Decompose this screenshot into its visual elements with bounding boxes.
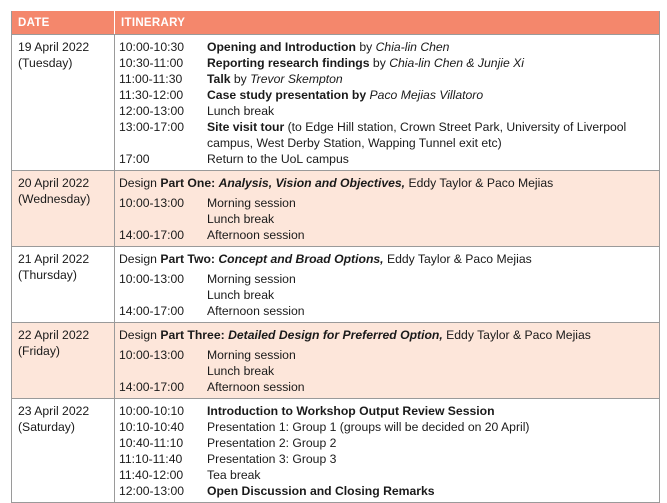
schedule-item xyxy=(119,419,659,435)
item-presenter: Chia-lin Chen & Junjie Xi xyxy=(389,56,524,70)
item-bold-text: Opening and Introduction xyxy=(207,40,356,54)
item-description xyxy=(207,483,659,499)
item-description xyxy=(207,435,659,451)
item-time: 12:00-13:00 xyxy=(119,104,185,118)
item-presenter: Trevor Skempton xyxy=(250,72,343,86)
item-time: 10:30-11:00 xyxy=(119,56,184,70)
item-time: 10:00-13:00 xyxy=(119,196,185,210)
date-cell xyxy=(12,399,115,502)
item-presenter: Chia-lin Chen xyxy=(375,40,450,54)
day-row xyxy=(12,35,659,171)
table-header xyxy=(12,11,659,35)
schedule-item xyxy=(119,151,659,167)
itinerary-table xyxy=(11,11,660,503)
item-time: 11:10-11:40 xyxy=(119,452,183,466)
item-text: Return to the UoL campus xyxy=(207,152,349,166)
item-description: Lunch break xyxy=(207,288,275,302)
day-row xyxy=(12,323,659,399)
day-row xyxy=(12,171,659,247)
schedule-item xyxy=(119,271,659,287)
item-text: Presentation 1: Group 1 (groups will be decided on 20 April) xyxy=(207,420,530,434)
item-bold-text: Site visit tour xyxy=(207,120,285,134)
design-topic: Analysis, Vision and Objectives, xyxy=(218,176,406,190)
day-date: 21 April 2022 xyxy=(18,252,90,266)
item-description xyxy=(207,87,659,103)
schedule-item xyxy=(119,195,659,211)
design-people: Eddy Taylor & Paco Mejias xyxy=(383,252,532,266)
item-description xyxy=(207,39,659,55)
item-description xyxy=(207,419,659,435)
item-description xyxy=(207,71,659,87)
schedule-item xyxy=(119,211,659,227)
design-prefix: Design xyxy=(119,328,161,342)
item-time: 10:00-10:30 xyxy=(119,40,185,54)
item-bold-text: Open Discussion and Closing Remarks xyxy=(207,484,435,498)
design-topic: Detailed Design for Preferred Option, xyxy=(228,328,443,342)
schedule-item xyxy=(119,227,659,243)
design-prefix: Design xyxy=(119,176,161,190)
item-bold-text: Introduction to Workshop Output Review Session xyxy=(207,404,495,418)
item-presenter: Paco Mejias Villatoro xyxy=(369,88,484,102)
design-people: Eddy Taylor & Paco Mejias xyxy=(442,328,591,342)
day-weekday: (Thursday) xyxy=(18,268,77,282)
schedule-item xyxy=(119,451,659,467)
schedule-item xyxy=(119,87,659,103)
item-bold-text: Reporting research findings xyxy=(207,56,370,70)
design-part: Part Two: xyxy=(160,252,219,266)
item-time: 10:10-10:40 xyxy=(119,420,185,434)
day-date: 22 April 2022 xyxy=(18,328,90,342)
item-description: Afternoon session xyxy=(207,380,305,394)
item-description xyxy=(207,55,659,71)
item-time: 10:00-13:00 xyxy=(119,272,185,286)
itinerary-cell xyxy=(115,323,659,398)
item-description: Lunch break xyxy=(207,212,275,226)
item-description: Afternoon session xyxy=(207,304,305,318)
design-topic: Concept and Broad Options, xyxy=(218,252,384,266)
item-text: Presentation 3: Group 3 xyxy=(207,452,337,466)
design-people: Eddy Taylor & Paco Mejias xyxy=(405,176,554,190)
itinerary-cell xyxy=(115,35,659,170)
item-time: 10:00-10:10 xyxy=(119,404,185,418)
schedule-item xyxy=(119,71,659,87)
item-text: (to Edge Hill station, Crown Street Park, University of Liverpool campus, West Derby Station, Wapping Tunnel exit etc) xyxy=(207,120,627,150)
schedule-item xyxy=(119,39,659,55)
item-time xyxy=(119,287,207,303)
day-row xyxy=(12,399,659,503)
itinerary-cell xyxy=(115,171,659,246)
schedule-item xyxy=(119,303,659,319)
item-time: 11:00-11:30 xyxy=(119,72,183,86)
schedule-item xyxy=(119,55,659,71)
day-weekday: (Friday) xyxy=(18,344,60,358)
day-weekday: (Tuesday) xyxy=(18,56,73,70)
item-description: Morning session xyxy=(207,348,296,362)
schedule-item xyxy=(119,483,659,499)
item-time: 17:00 xyxy=(119,152,150,166)
item-time xyxy=(119,363,207,379)
item-time: 11:40-12:00 xyxy=(119,468,184,482)
item-description xyxy=(207,451,659,467)
itinerary-cell xyxy=(115,247,659,322)
header-itinerary: ITINERARY xyxy=(121,17,186,29)
item-description: Lunch break xyxy=(207,364,275,378)
item-time: 13:00-17:00 xyxy=(119,120,185,134)
design-part: Part Three: xyxy=(160,328,229,342)
design-session-title xyxy=(119,251,659,267)
item-time: 12:00-13:00 xyxy=(119,484,185,498)
item-time: 10:00-13:00 xyxy=(119,348,185,362)
item-text: by xyxy=(369,56,390,70)
item-description xyxy=(207,103,659,119)
day-date: 20 April 2022 xyxy=(18,176,90,190)
item-description: Afternoon session xyxy=(207,228,305,242)
item-description: Morning session xyxy=(207,196,296,210)
item-bold-text: Case study presentation by xyxy=(207,88,370,102)
schedule-item xyxy=(119,287,659,303)
item-time: 14:00-17:00 xyxy=(119,380,185,394)
item-text: by xyxy=(355,40,376,54)
schedule-item xyxy=(119,379,659,395)
schedule-item xyxy=(119,119,659,151)
item-time: 11:30-12:00 xyxy=(119,88,184,102)
item-bold-text: Talk xyxy=(207,72,231,86)
design-session-title xyxy=(119,175,659,191)
item-description: Morning session xyxy=(207,272,296,286)
item-description xyxy=(207,119,659,151)
day-date: 23 April 2022 xyxy=(18,404,90,418)
schedule-item xyxy=(119,363,659,379)
design-session-title xyxy=(119,327,659,343)
design-part: Part One: xyxy=(160,176,219,190)
itinerary-cell xyxy=(115,399,659,502)
schedule-item xyxy=(119,347,659,363)
design-prefix: Design xyxy=(119,252,161,266)
item-time: 10:40-11:10 xyxy=(119,436,184,450)
item-description xyxy=(207,403,659,419)
item-time: 14:00-17:00 xyxy=(119,304,185,318)
schedule-item xyxy=(119,467,659,483)
header-date: DATE xyxy=(12,11,115,34)
schedule-item xyxy=(119,103,659,119)
date-cell xyxy=(12,35,115,170)
schedule-item xyxy=(119,403,659,419)
item-text: Presentation 2: Group 2 xyxy=(207,436,337,450)
item-time: 14:00-17:00 xyxy=(119,228,185,242)
item-text: by xyxy=(230,72,251,86)
day-row xyxy=(12,247,659,323)
day-date: 19 April 2022 xyxy=(18,40,90,54)
date-cell xyxy=(12,323,115,398)
item-time xyxy=(119,211,207,227)
date-cell xyxy=(12,247,115,322)
item-text: Lunch break xyxy=(207,104,275,118)
item-description xyxy=(207,151,659,167)
item-text: Tea break xyxy=(207,468,261,482)
schedule-item xyxy=(119,435,659,451)
day-weekday: (Wednesday) xyxy=(18,192,91,206)
item-description xyxy=(207,467,659,483)
day-weekday: (Saturday) xyxy=(18,420,75,434)
date-cell xyxy=(12,171,115,246)
